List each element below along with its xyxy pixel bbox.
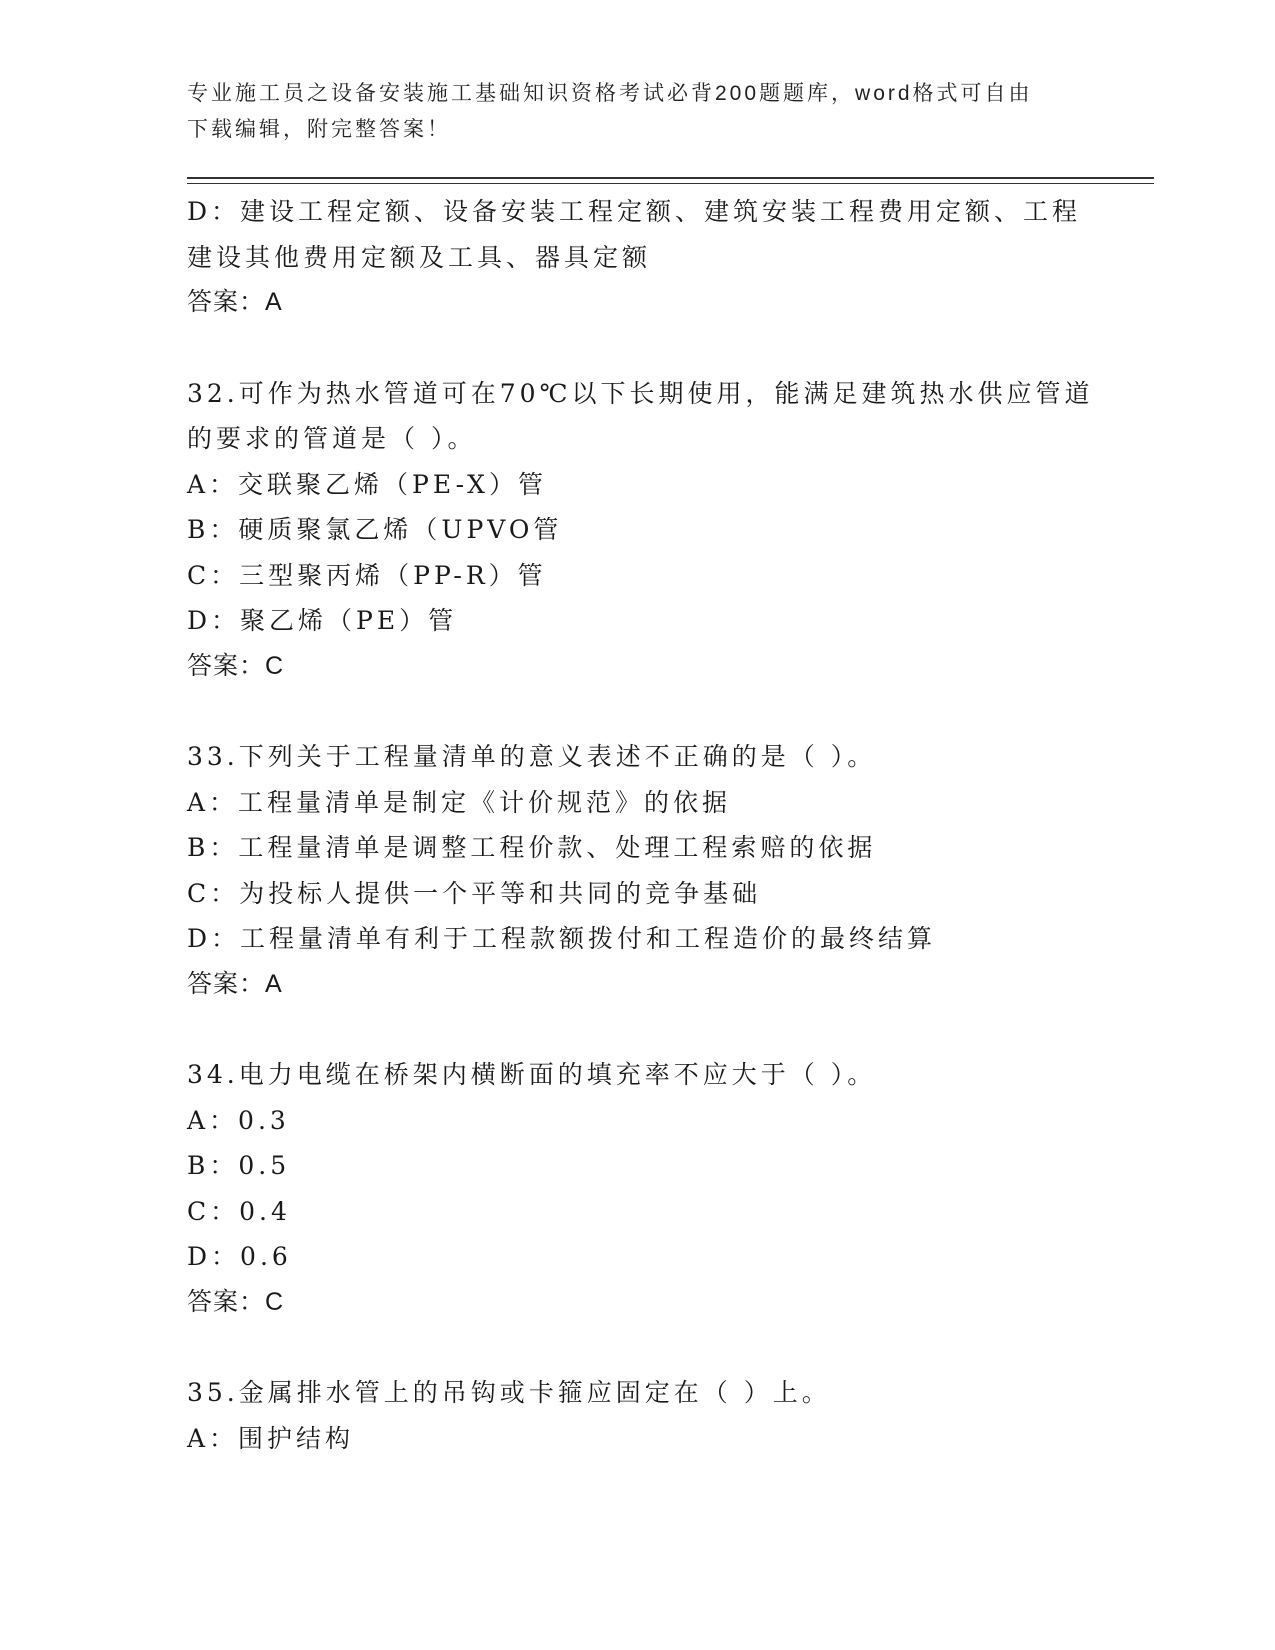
- question-stem: 33.下列关于工程量清单的意义表述不正确的是（ ）。: [187, 742, 877, 771]
- option-d: D：建设工程定额、设备安装工程定额、建筑安装工程费用定额、工程: [187, 197, 1082, 226]
- option-a: A：交联聚乙烯（PE-X）管: [187, 469, 547, 499]
- header-title-line-2: 下载编辑，附完整答案！: [187, 118, 451, 141]
- spacer: [187, 689, 1087, 734]
- option-a: A：围护结构: [187, 1423, 355, 1453]
- header-divider-thin: [187, 183, 1154, 184]
- question-35: [187, 1370, 1087, 1461]
- option-b: B：工程量清单是调整工程价款、处理工程索赔的依据: [187, 833, 877, 862]
- spacer: [187, 326, 1087, 371]
- answer-label: 答案：C: [187, 651, 285, 680]
- option-a: A：工程量清单是制定《计价规范》的依据: [187, 787, 732, 817]
- question-32: [187, 371, 1094, 690]
- option-b: B：硬质聚氯乙烯（UPVO管: [187, 515, 563, 544]
- question-content: [187, 189, 1094, 1461]
- spacer: [187, 1007, 1087, 1052]
- option-d: D：工程量清单有利于工程款额拨付和工程造价的最终结算: [187, 924, 937, 953]
- question-stem: 35.金属排水管上的吊钩或卡箍应固定在（ ）上。: [187, 1378, 831, 1407]
- question-34: [187, 1052, 1087, 1325]
- option-c: C：为投标人提供一个平等和共同的竞争基础: [187, 878, 762, 908]
- question-stem: 34.电力电缆在桥架内横断面的填充率不应大于（ ）。: [187, 1060, 877, 1089]
- question-stem-continued: 的要求的管道是（ ）。: [187, 424, 477, 453]
- question-31-continuation: [187, 189, 1087, 326]
- spacer: [187, 1325, 1087, 1370]
- header-divider-thick: [187, 177, 1154, 179]
- question-stem: 32.可作为热水管道可在70℃以下长期使用，能满足建筑热水供应管道: [187, 378, 1094, 408]
- option-a: A：0.3: [187, 1105, 290, 1135]
- option-d-continued: 建设其他费用定额及工具、器具定额: [187, 242, 652, 272]
- option-c: C：三型聚丙烯（PP-R）管: [187, 560, 547, 590]
- option-c: C：0.4: [187, 1196, 291, 1226]
- option-d: D：0.6: [187, 1242, 292, 1271]
- answer-label: 答案：A: [187, 288, 283, 316]
- page-header: [187, 76, 1087, 148]
- question-33: [187, 734, 1087, 1007]
- answer-label: 答案：C: [187, 1287, 285, 1316]
- answer-label: 答案：A: [187, 969, 283, 998]
- option-b: B：0.5: [187, 1151, 291, 1180]
- option-d: D：聚乙烯（PE）管: [187, 606, 458, 635]
- header-title-line-1: 专业施工员之设备安装施工基础知识资格考试必背200题题库，word格式可自由: [187, 82, 1033, 105]
